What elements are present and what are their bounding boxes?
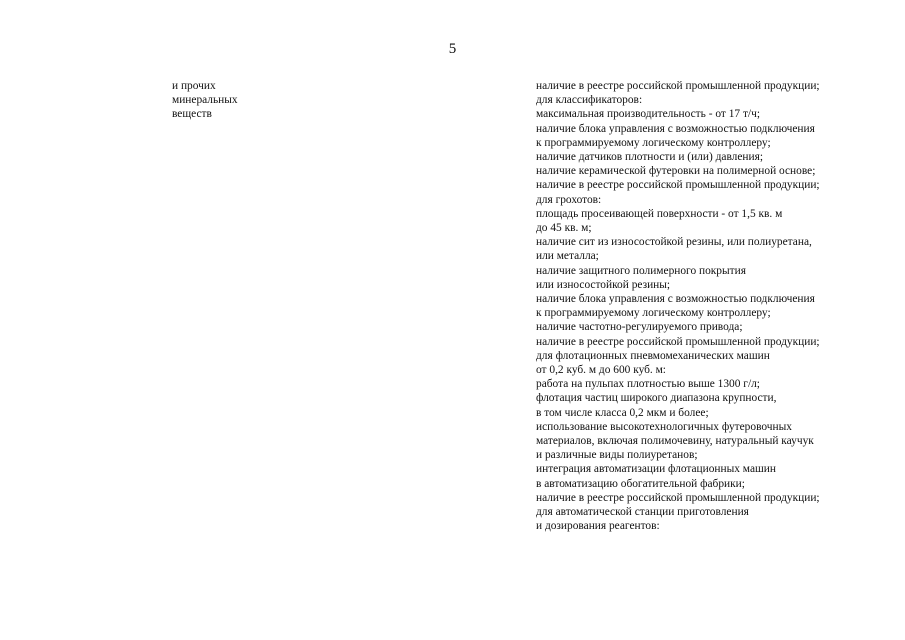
right-column-line: наличие керамической футеровки на полимерной основе;	[536, 165, 816, 178]
right-column-line: максимальная производительность - от 17 т/ч;	[536, 108, 760, 121]
right-column-line: или износостойкой резины;	[536, 278, 671, 291]
right-column-line: для классификаторов:	[536, 94, 643, 107]
right-column-line: и дозирования реагентов:	[536, 520, 660, 533]
right-column-line: для флотационных пневмомеханических машин	[536, 349, 770, 362]
left-column-line: и прочих	[172, 80, 216, 92]
right-column-line: в том числе класса 0,2 мкм и более;	[536, 406, 709, 419]
right-column-line: наличие блока управления с возможностью подключения	[536, 122, 815, 135]
right-column-line: наличие в реестре российской промышленной продукции;	[536, 179, 820, 192]
left-column-text	[172, 79, 372, 122]
right-column-line: к программируемому логическому контроллеру;	[536, 307, 771, 320]
right-column-line: для автоматической станции приготовления	[536, 506, 749, 519]
right-column-line: наличие частотно-регулируемого привода;	[536, 321, 743, 334]
right-column-line: наличие блока управления с возможностью подключения	[536, 293, 815, 306]
right-column-line: наличие защитного полимерного покрытия	[536, 264, 746, 277]
right-column-line: флотация частиц широкого диапазона крупности,	[536, 392, 777, 405]
right-column-line: или металла;	[536, 250, 599, 263]
right-column-line: материалов, включая полимочевину, натуральный каучук	[536, 435, 814, 448]
right-column-line: для грохотов:	[536, 193, 602, 206]
right-column-line: наличие датчиков плотности и (или) давления;	[536, 151, 764, 164]
right-column-line: наличие в реестре российской промышленной продукции;	[536, 335, 820, 348]
page-number: 5	[448, 41, 457, 57]
right-column-line: в автоматизацию обогатительной фабрики;	[536, 477, 745, 490]
right-column-line: площадь просеивающей поверхности - от 1,5 кв. м	[536, 207, 783, 220]
right-column-line: до 45 кв. м;	[536, 222, 592, 235]
right-column-line: использование высокотехнологичных футеровочных	[536, 420, 792, 433]
right-column-line: и различные виды полиуретанов;	[536, 449, 698, 462]
right-column-line: наличие сит из износостойкой резины, или полиуретана,	[536, 236, 812, 249]
right-column-line: интеграция автоматизации флотационных машин	[536, 463, 776, 476]
right-column-line: наличие в реестре российской промышленной продукции;	[536, 80, 820, 92]
right-column-line: от 0,2 куб. м до 600 куб. м:	[536, 364, 666, 377]
right-column-text	[536, 79, 876, 534]
right-column-line: к программируемому логическому контроллеру;	[536, 136, 771, 149]
right-column-line: наличие в реестре российской промышленной продукции;	[536, 491, 820, 504]
right-column-line: работа на пульпах плотностью выше 1300 г/л;	[536, 378, 760, 391]
left-column-line: веществ	[172, 108, 212, 121]
left-column-line: минеральных	[172, 94, 238, 107]
